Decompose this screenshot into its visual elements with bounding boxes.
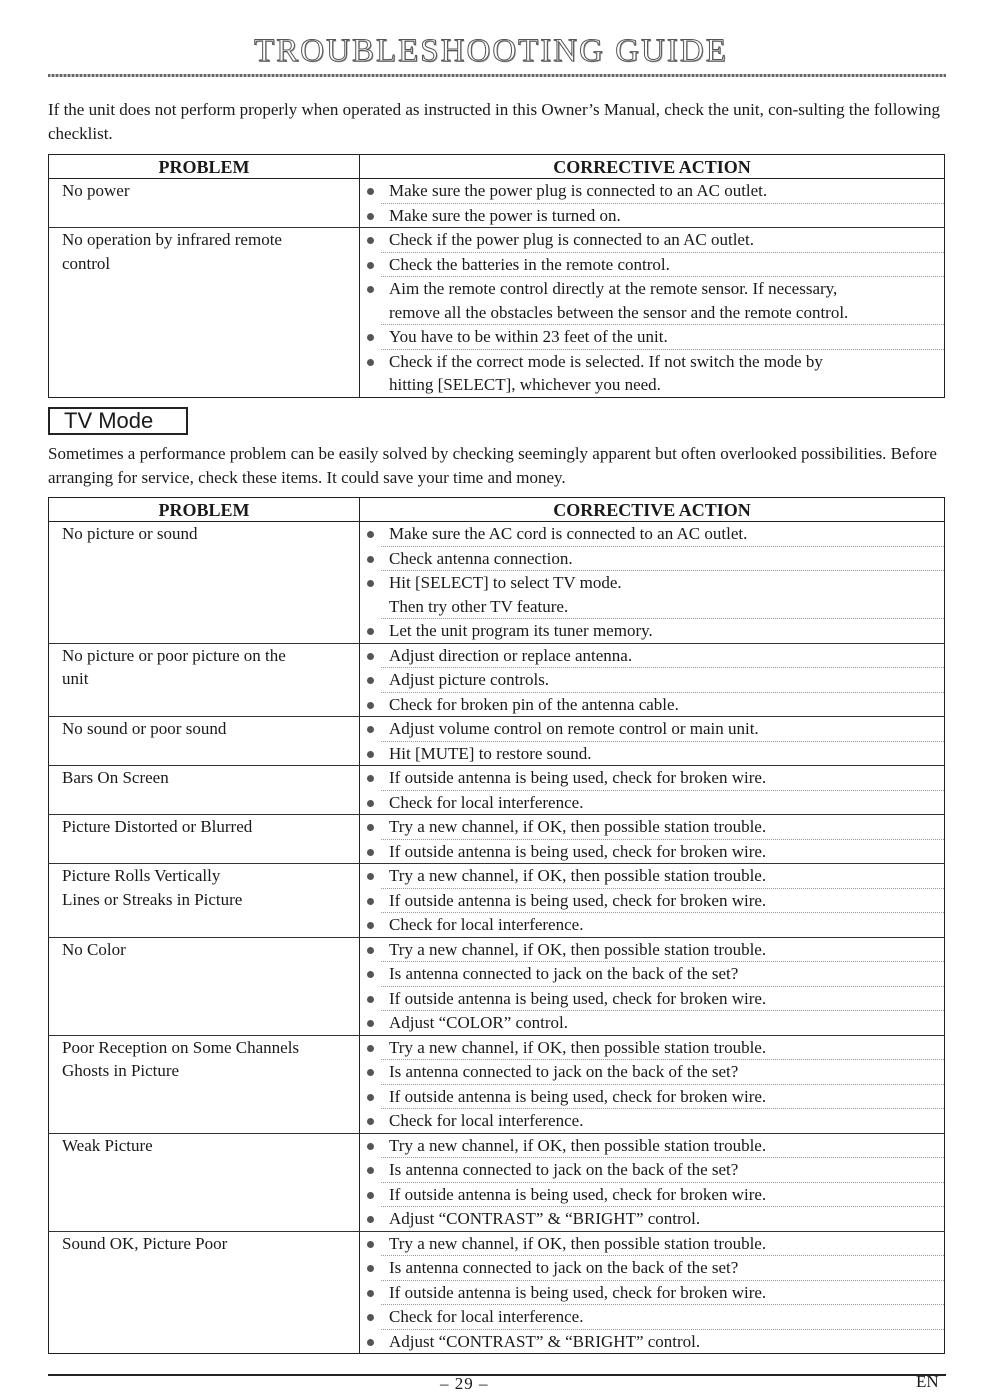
action-item [381, 324, 944, 349]
bullet-icon [367, 922, 374, 929]
action-cell [360, 766, 945, 815]
bullet-icon [367, 580, 374, 587]
action-text: Adjust volume control on remote control or main unit. [389, 719, 759, 738]
action-cell [360, 717, 945, 766]
action-item [381, 570, 944, 618]
bullet-icon [367, 531, 374, 538]
problem-text: Picture Distorted or Blurred [62, 817, 253, 836]
bullet-icon [367, 359, 374, 366]
bullet-icon [367, 800, 374, 807]
problem-cell [49, 864, 360, 938]
action-text: If outside antenna is being used, check for broken wire. [389, 988, 767, 1008]
action-text: hitting [SELECT], whichever you need. [389, 375, 661, 394]
bullet-icon [367, 653, 374, 660]
action-item [381, 717, 944, 741]
bullet-icon [367, 262, 374, 269]
action-item [381, 1329, 944, 1354]
action-item [381, 349, 944, 397]
bullet-icon [367, 824, 374, 831]
action-text: Check for local interference. [389, 1111, 584, 1130]
action-text: Then try other TV feature. [389, 596, 569, 616]
action-item [381, 938, 944, 962]
problem-column-header: PROBLEM [49, 155, 360, 179]
bullet-icon [367, 726, 374, 733]
action-item [381, 1036, 944, 1060]
action-text: Hit [MUTE] to restore sound. [389, 743, 592, 763]
bullet-icon [367, 751, 374, 758]
action-item [381, 912, 944, 937]
table-row [49, 1133, 945, 1231]
action-cell [360, 1133, 945, 1231]
action-text: Check for local interference. [389, 1307, 584, 1326]
general-troubleshooting-table [48, 154, 945, 398]
table-row [49, 1035, 945, 1133]
table-row [49, 766, 945, 815]
action-text: Check the batteries in the remote control. [389, 254, 670, 274]
action-item [381, 618, 944, 643]
action-item [381, 1280, 944, 1305]
action-text: Make sure the power is turned on. [389, 205, 621, 225]
action-item [381, 1157, 944, 1182]
bullet-icon [367, 556, 374, 563]
action-text: Let the unit program its tuner memory. [389, 621, 653, 640]
problem-text: Sound OK, Picture Poor [62, 1233, 228, 1253]
page-title: TROUBLESHOOTING GUIDE [254, 33, 728, 69]
action-cell [360, 1035, 945, 1133]
tv-mode-troubleshooting-table [48, 497, 945, 1354]
bullet-icon [367, 1192, 374, 1199]
problem-column-header: PROBLEM [49, 498, 360, 522]
table-row [49, 717, 945, 766]
problem-cell [49, 1035, 360, 1133]
table-row [49, 228, 945, 398]
bullet-icon [367, 1241, 374, 1248]
table-row [49, 522, 945, 644]
action-item [381, 1059, 944, 1084]
action-text: remove all the obstacles between the sensor and the remote control. [389, 302, 849, 322]
action-item [381, 888, 944, 913]
action-text: Check if the power plug is connected to an AC outlet. [389, 230, 754, 249]
action-cell [360, 228, 945, 398]
bullet-icon [367, 873, 374, 880]
problem-text: unit [62, 669, 89, 688]
bullet-icon [367, 1339, 374, 1346]
action-item [381, 815, 944, 839]
problem-text: Weak Picture [62, 1135, 153, 1155]
corrective-action-column-header: CORRECTIVE ACTION [360, 498, 945, 522]
problem-text: Picture Rolls Vertically [62, 866, 221, 885]
page-number: – 29 – [440, 1374, 489, 1393]
problem-cell [49, 1231, 360, 1354]
problem-cell [49, 228, 360, 398]
action-text: Adjust “COLOR” control. [389, 1013, 568, 1032]
bullet-icon [367, 1020, 374, 1027]
action-text: Try a new channel, if OK, then possible station trouble. [389, 817, 767, 836]
problem-text: No operation by infrared remote [62, 230, 282, 249]
table-row [49, 1231, 945, 1354]
action-text: You have to be within 23 feet of the unit. [389, 327, 668, 346]
bullet-icon [367, 1094, 374, 1101]
action-text: Check for local interference. [389, 915, 584, 934]
table-body [49, 522, 945, 1354]
action-item [381, 692, 944, 717]
action-text: Is antenna connected to jack on the back of the set? [389, 1160, 739, 1179]
bullet-icon [367, 188, 374, 195]
bullet-icon [367, 286, 374, 293]
action-item [381, 864, 944, 888]
bullet-icon [367, 947, 374, 954]
action-text: If outside antenna is being used, check for broken wire. [389, 890, 767, 910]
table-row [49, 864, 945, 938]
problem-text: No sound or poor sound [62, 719, 227, 738]
action-text: Is antenna connected to jack on the back of the set? [389, 964, 739, 983]
action-text: Try a new channel, if OK, then possible station trouble. [389, 866, 767, 885]
problem-cell [49, 179, 360, 228]
bullet-icon [367, 1167, 374, 1174]
action-text: Try a new channel, if OK, then possible station trouble. [389, 1037, 767, 1057]
bullet-icon [367, 213, 374, 220]
action-item [381, 1182, 944, 1207]
action-item [381, 839, 944, 864]
problem-text: Lines or Streaks in Picture [62, 889, 243, 909]
bullet-icon [367, 1290, 374, 1297]
problem-text: Ghosts in Picture [62, 1061, 180, 1080]
action-text: Make sure the power plug is connected to an AC outlet. [389, 181, 768, 200]
bullet-icon [367, 1143, 374, 1150]
bullet-icon [367, 1069, 374, 1076]
action-item [381, 546, 944, 571]
action-text: If outside antenna is being used, check for broken wire. [389, 768, 767, 787]
problem-text: No picture or sound [62, 524, 198, 543]
action-cell [360, 864, 945, 938]
bullet-icon [367, 775, 374, 782]
problem-text: No power [62, 181, 130, 200]
action-text: Adjust “CONTRAST” & “BRIGHT” control. [389, 1331, 701, 1351]
problem-text: Poor Reception on Some Channels [62, 1037, 300, 1057]
problem-cell [49, 1133, 360, 1231]
table-row [49, 815, 945, 864]
action-item [381, 1084, 944, 1109]
bullet-icon [367, 1216, 374, 1223]
action-text: Check if the correct mode is selected. If not switch the mode by [389, 351, 823, 371]
action-cell [360, 1231, 945, 1354]
bullet-icon [367, 628, 374, 635]
table-row [49, 643, 945, 717]
action-item [381, 1304, 944, 1329]
problem-text: No picture or poor picture on the [62, 645, 286, 665]
action-text: Aim the remote control directly at the remote sensor. If necessary, [389, 279, 838, 298]
problem-text: No Color [62, 939, 126, 959]
table-body [49, 179, 945, 398]
corrective-action-column-header: CORRECTIVE ACTION [360, 155, 945, 179]
action-text: Make sure the AC cord is connected to an AC outlet. [389, 524, 748, 543]
problem-cell [49, 522, 360, 644]
action-text: Check for local interference. [389, 792, 584, 812]
action-text: Try a new channel, if OK, then possible station trouble. [389, 1233, 767, 1253]
action-item [381, 276, 944, 324]
action-text: Try a new channel, if OK, then possible station trouble. [389, 939, 767, 959]
action-text: Adjust picture controls. [389, 670, 550, 689]
action-item [381, 961, 944, 986]
table-row [49, 937, 945, 1035]
action-item [381, 790, 944, 815]
bullet-icon [367, 849, 374, 856]
bullet-icon [367, 1118, 374, 1125]
tv-mode-intro: Sometimes a performance problem can be easily solved by checking seemingly apparent but often overlooked possibilities. Before arranging for service, check these items. It could save your time and money. [48, 444, 937, 487]
action-text: If outside antenna is being used, check for broken wire. [389, 1184, 767, 1204]
action-item [381, 203, 944, 228]
action-text: Adjust direction or replace antenna. [389, 645, 633, 665]
action-item [381, 766, 944, 790]
action-item [381, 1206, 944, 1231]
bullet-icon [367, 702, 374, 709]
action-cell [360, 643, 945, 717]
action-item [381, 1232, 944, 1256]
problem-cell [49, 937, 360, 1035]
bullet-icon [367, 1265, 374, 1272]
bullet-icon [367, 898, 374, 905]
language-code: EN [916, 1372, 939, 1391]
action-item [381, 179, 944, 203]
bullet-icon [367, 996, 374, 1003]
action-item [381, 522, 944, 546]
action-text: Hit [SELECT] to select TV mode. [389, 573, 622, 592]
bullet-icon [367, 971, 374, 978]
action-text: If outside antenna is being used, check for broken wire. [389, 1086, 767, 1106]
action-text: If outside antenna is being used, check for broken wire. [389, 1282, 767, 1302]
action-item [381, 1108, 944, 1133]
action-item [381, 252, 944, 277]
action-item [381, 741, 944, 766]
footer-divider [48, 1374, 946, 1376]
title-divider [48, 74, 946, 77]
problem-cell [49, 717, 360, 766]
action-cell [360, 522, 945, 644]
problem-cell [49, 766, 360, 815]
bullet-icon [367, 237, 374, 244]
action-item [381, 986, 944, 1011]
intro-text: If the unit does not perform properly when operated as instructed in this Owner’s Manual, check the unit, con-sulting the following checklist. [48, 100, 940, 143]
action-text: Try a new channel, if OK, then possible station trouble. [389, 1135, 767, 1155]
action-item [381, 1010, 944, 1035]
bullet-icon [367, 1045, 374, 1052]
action-text: Check antenna connection. [389, 548, 573, 568]
problem-text: control [62, 253, 111, 273]
bullet-icon [367, 1314, 374, 1321]
action-item [381, 667, 944, 692]
problem-cell [49, 643, 360, 717]
action-item [381, 644, 944, 668]
action-item [381, 1255, 944, 1280]
action-text: Is antenna connected to jack on the back of the set? [389, 1258, 739, 1277]
bullet-icon [367, 334, 374, 341]
action-text: Is antenna connected to jack on the back of the set? [389, 1062, 739, 1081]
action-cell [360, 179, 945, 228]
action-item [381, 1134, 944, 1158]
action-text: Check for broken pin of the antenna cable. [389, 694, 679, 714]
problem-text: Bars On Screen [62, 768, 169, 787]
tv-mode-heading: TV Mode [48, 407, 188, 435]
action-cell [360, 937, 945, 1035]
action-text: If outside antenna is being used, check for broken wire. [389, 841, 767, 861]
bullet-icon [367, 677, 374, 684]
action-cell [360, 815, 945, 864]
table-row [49, 179, 945, 228]
problem-cell [49, 815, 360, 864]
action-item [381, 228, 944, 252]
action-text: Adjust “CONTRAST” & “BRIGHT” control. [389, 1209, 701, 1228]
